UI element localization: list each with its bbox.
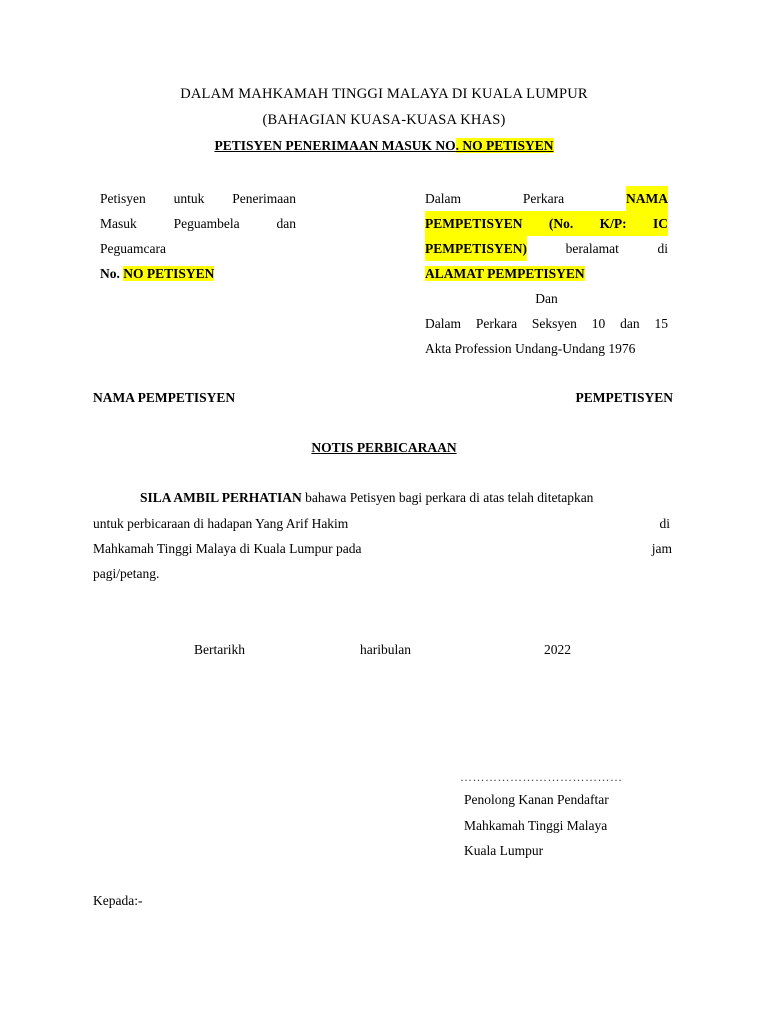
left-word: untuk: [173, 191, 205, 206]
body-line-4: pagi/petang.: [93, 566, 160, 581]
left-caption-block: [100, 186, 296, 286]
right-word-highlight: IC: [652, 216, 668, 231]
petition-title-prefix: PETISYEN PENERIMAAN MASUK NO: [214, 138, 456, 153]
right-word-highlight: PEMPETISYEN: [425, 216, 523, 231]
petition-title-number: . NO PETISYEN: [455, 138, 554, 153]
right-row-3: [425, 236, 668, 261]
signature-court: Mahkamah Tinggi Malaya: [464, 818, 608, 833]
party-name: NAMA PEMPETISYEN: [93, 390, 236, 405]
right-row-7: Akta Profession Undang-Undang 1976: [425, 341, 636, 356]
left-word: Peguambela: [173, 216, 240, 231]
body-line-1-rest: bahawa Petisyen bagi perkara di atas telah ditetapkan: [301, 490, 594, 505]
signature-dots: …………………………………: [460, 770, 623, 784]
petition-title: [0, 138, 768, 154]
right-word: dan: [620, 316, 640, 331]
right-address-highlight: ALAMAT PEMPETISYEN: [425, 266, 585, 281]
left-row-1: [100, 186, 296, 211]
body-line-3-right: jam: [651, 541, 672, 556]
body-line-3-left: Mahkamah Tinggi Malaya di Kuala Lumpur pada: [93, 541, 362, 556]
right-word: Dalam: [425, 191, 461, 206]
right-word: Perkara: [475, 316, 518, 331]
court-title: DALAM MAHKAMAH TINGGI MALAYA DI KUALA LUMPUR: [180, 86, 588, 102]
right-caption-block: [425, 186, 668, 361]
left-word: Penerimaan: [232, 191, 296, 206]
left-no-value: NO PETISYEN: [123, 266, 215, 281]
kepada-label: Kepada:-: [93, 893, 143, 908]
right-row-4: [425, 261, 668, 286]
left-word: Masuk: [100, 216, 137, 231]
left-word: Petisyen: [100, 191, 146, 206]
right-word-highlight: NAMA: [626, 186, 668, 211]
right-word: Seksyen: [531, 316, 577, 331]
right-word: 10: [591, 316, 606, 331]
right-word: di: [657, 241, 668, 256]
right-row-5: Dan: [535, 291, 558, 306]
right-row-1: [425, 186, 668, 211]
party-role: PEMPETISYEN: [575, 390, 673, 405]
notice-title: NOTIS PERBICARAAN: [311, 440, 457, 455]
signature-city: Kuala Lumpur: [464, 843, 544, 858]
body-line-2-right: di: [659, 516, 670, 531]
left-row-3: Peguamcara: [100, 241, 166, 256]
right-row-6: [425, 311, 668, 336]
right-word-highlight: PEMPETISYEN): [425, 236, 527, 261]
signature-title: Penolong Kanan Pendaftar: [464, 792, 609, 807]
right-word: beralamat: [565, 241, 619, 256]
right-word-highlight: K/P:: [599, 216, 627, 231]
body-line-2-left: untuk perbicaraan di hadapan Yang Arif Hakim: [93, 516, 349, 531]
right-word: 15: [654, 316, 668, 331]
body-line-1: [140, 490, 593, 506]
right-word: Dalam: [425, 316, 461, 331]
right-word: Perkara: [522, 191, 565, 206]
right-word-highlight: (No.: [548, 216, 574, 231]
left-word: dan: [276, 216, 296, 231]
body-lead: SILA AMBIL PERHATIAN: [140, 490, 302, 505]
date-haribulan: haribulan: [360, 642, 411, 657]
left-row-2: [100, 211, 296, 236]
right-row-2: [425, 211, 668, 236]
date-year: 2022: [544, 642, 571, 657]
division-title: (BAHAGIAN KUASA-KUASA KHAS): [262, 112, 506, 128]
date-bertarikh: Bertarikh: [194, 642, 245, 657]
left-row-4: [100, 261, 296, 286]
left-no-label: No.: [100, 266, 120, 281]
